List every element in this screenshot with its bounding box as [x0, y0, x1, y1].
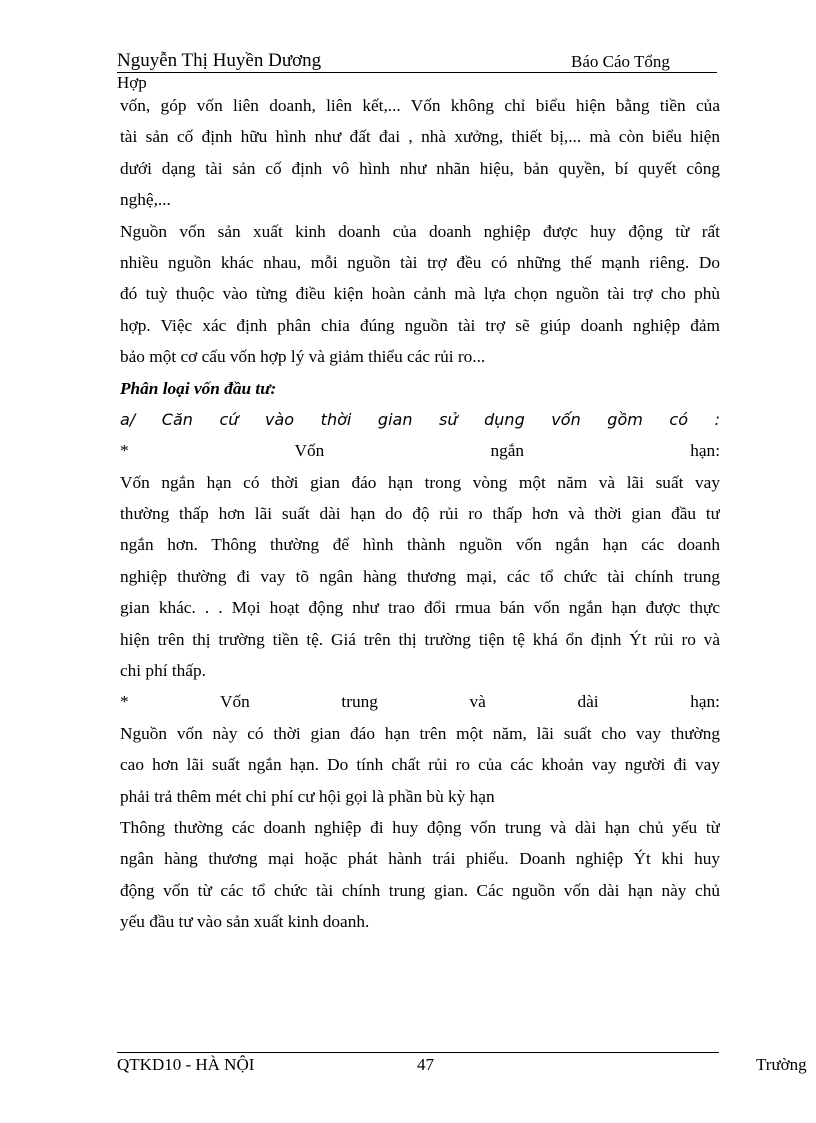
footer-rule	[117, 1052, 719, 1053]
bullet-heading-long-term: * Vốn trung và dài hạn:	[120, 692, 720, 712]
section-heading: Phân loại vốn đầu tư:	[120, 378, 277, 398]
footer-right-text: Trường	[756, 1055, 807, 1074]
paragraph-line: nghiệp thường đi vay tõ ngân hàng thương mại, các tổ chức tài chính trung	[120, 566, 720, 586]
paragraph-line: ngắn hơn. Thông thường để hình thành nguồn vốn ngắn hạn các doanh	[120, 535, 720, 555]
page-header	[117, 50, 717, 73]
page-number: 47	[417, 1055, 434, 1074]
footer-left-text: QTKD10 - HÀ NỘI	[117, 1055, 255, 1074]
paragraph-line: đó tuỳ thuộc vào từng điều kiện hoàn cảnh mà lựa chọn nguồn tài trợ cho phù	[120, 284, 720, 304]
paragraph-line: ngân hàng thương mại hoặc phát hành trái phiếu. Doanh nghiệp Ýt khi huy	[120, 849, 720, 869]
subsection-heading: a/ Căn cứ vào thời gian sử dụng vốn gồm có :	[120, 409, 720, 429]
paragraph-line: thường thấp hơn lãi suất dài hạn do độ rủi ro thấp hơn và thời gian đầu tư	[120, 504, 720, 524]
paragraph-line: Nguồn vốn sản xuất kinh doanh của doanh nghiệp được huy động từ rất	[120, 221, 720, 241]
paragraph-line: động vốn từ các tổ chức tài chính trung gian. Các nguồn vốn dài hạn này chủ	[120, 880, 720, 900]
bullet-heading-short-term: * Vốn ngắn hạn:	[120, 441, 720, 461]
paragraph-line: tài sản cố định hữu hình như đất đai , nhà xưởng, thiết bị,... mà còn biểu hiện	[120, 127, 720, 147]
paragraph-line: cao hơn lãi suất ngắn hạn. Do tính chất rủi ro của các khoản vay người đi vay	[120, 755, 720, 775]
header-author: Nguyễn Thị Huyền Dương	[117, 50, 322, 71]
paragraph-line: phải trả thêm mét chi phí cư hội gọi là phần bù kỳ hạn	[120, 786, 495, 806]
paragraph-line: dưới dạng tài sản cố định vô hình như nhãn hiệu, bản quyền, bí quyết công	[120, 158, 720, 178]
paragraph-line: Nguồn vốn này có thời gian đáo hạn trên một năm, lãi suất cho vay thường	[120, 723, 720, 743]
paragraph-line: yếu đầu tư vào sản xuất kinh doanh.	[120, 912, 370, 932]
header-title: Báo Cáo Tổng	[571, 52, 670, 71]
header-title-continuation: Hợp	[117, 73, 147, 92]
paragraph-line: chi phí thấp.	[120, 661, 206, 681]
paragraph-line: gian khác. . . Mọi hoạt động như trao đổi rmua bán vốn ngắn hạn được thực	[120, 598, 720, 618]
paragraph-line: Vốn ngắn hạn có thời gian đáo hạn trong vòng một năm và lãi suất vay	[120, 472, 720, 492]
paragraph-line: vốn, góp vốn liên doanh, liên kết,... Vốn không chỉ biểu hiện bằng tiền của	[120, 96, 720, 115]
paragraph-line: nghệ,...	[120, 190, 171, 210]
paragraph-line: nhiều nguồn khác nhau, mỗi nguồn tài trợ đều có những thế mạnh riêng. Do	[120, 252, 720, 272]
paragraph-line: hợp. Việc xác định phân chia đúng nguồn tài trợ sẽ giúp doanh nghiệp đảm	[120, 315, 720, 335]
paragraph-line: hiện trên thị trường tiền tệ. Giá trên thị trường tiện tệ khá ổn định Ýt rủi ro và	[120, 629, 720, 649]
paragraph-line: Thông thường các doanh nghiệp đi huy động vốn trung và dài hạn chủ yếu từ	[120, 817, 720, 837]
paragraph-line: bảo một cơ cấu vốn hợp lý và giảm thiểu các rủi ro...	[120, 347, 486, 367]
document-body	[120, 90, 720, 938]
